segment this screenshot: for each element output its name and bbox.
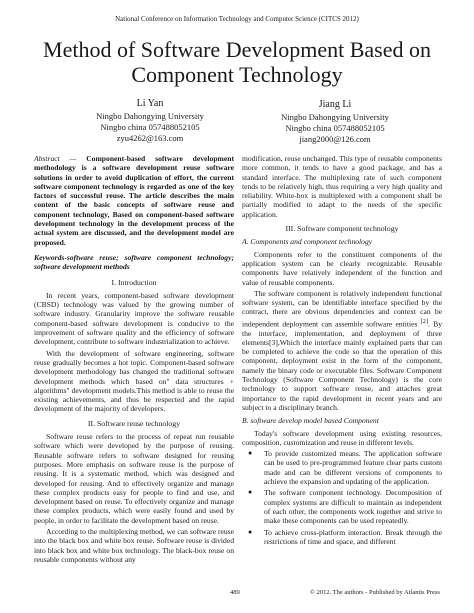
citation: [2]: [420, 317, 429, 325]
section-heading-software-reuse: II. Software reuse technology: [87, 418, 181, 428]
paragraph: Components refer to the constituent components of the application system can be clearly recognizable. Reusable components have relatively independent of the function and value of reusable components.: [242, 249, 442, 287]
section-heading-introduction: I. Introduction: [111, 277, 157, 287]
abstract-text: Component-based software development methodology is a software development reuse software solutions in order to avoid duplication of effort, the current software component technology is regarded as one of the key factors of successful reuse. The article describes the main content of the basic concepts of software reuse and component technology, Based on component-based software development technology in the development process of the actual system are discussed, and the development model are proposed.: [34, 154, 235, 247]
paper-title: Method of Software Development Based on Component Technology: [43, 37, 431, 87]
paragraph: Today's software development using existing resources, composition, customization and reuse in different levels.: [242, 428, 442, 447]
keywords: Keywords-software reuse; software component technology; software development methods: [34, 252, 234, 272]
paragraph: According to the multiplexing method, we can software reuse into the black box and white box reuse. Software reuse is divided into black box and white box technology. The black-box reuse on reusable components without any: [34, 526, 234, 564]
author-affiliation: Ningbo Dahongying University: [281, 112, 389, 122]
conference-header: National Conference on Information Technology and Computer Science (CITCS 2012): [115, 15, 359, 23]
list-item: ● To provide customized means. The application software can be used to pre-programmed feature clear parts custom made and can be different versions of components to achieve the expansion and updating of the application.: [264, 449, 442, 486]
paragraph-text: . By the interface, implementation, and deployment of three elements[3],Which the interface mainly explained parts that can be completed to achieve the code so that the operation of this component, deployment exist in the form of the component, namely the binary code or executable files. Software Component Technology (Software Component Technology) is the core technology to support software reuse, and attaches great importance to the rapid development in recent years and are subject to a disciplinary branch.: [242, 319, 442, 412]
page-number: 489: [230, 589, 240, 596]
author-block-2: [240, 99, 430, 145]
list-item: ● The software component technology. Decomposition of complex systems are difficult to maintain as independent of each other, the components work together and strive to make these components can be used repeatedly.: [264, 488, 442, 525]
right-column: [242, 154, 442, 548]
author-email: zyu4262@163.com: [116, 133, 184, 143]
bullet-list: [242, 449, 442, 546]
paragraph: With the development of software engineering, software reuse gradually becomes a hot topic. Component-based software development methodology has changed the traditional software development methods which based on" data structures + algorithms" development models.This method is able to reuse the existing achievements, and thus be respected and the rapid development of the majority of developers.: [34, 348, 234, 414]
copyright-notice: © 2012. The authors - Published by Atlantis Press: [310, 589, 440, 596]
paragraph: Software reuse refers to the process of repeat run reusable software which were developed by the purpose of reusing. Reusable software refers to software designed for reusing purposes. More emphasis on software reuse is the purpose of reusing. It is a systematic method, which was designed and developed for reusing. And to effectively organize and manage these complex products easy for people to find and use, and development based on reuse. To effectively organize and manage these complex products, which were easily found and used by people, in order to facilitate the development based on reuse.: [34, 432, 234, 525]
abstract-label: Abstract —: [34, 154, 77, 163]
subsection-heading-a: A. Components and component technology: [242, 237, 373, 247]
abstract: [34, 154, 234, 247]
section-heading-component-technology: III. Software component technology: [285, 224, 399, 234]
paragraph: In recent years, component-based software development (CBSD) technology was valued by the growing number of software industry. Granularity improve the software reusable component-based software development is conducive to the improvement of software quality and the efficiency of software development, contribute to software industrialization to achieve.: [34, 290, 234, 347]
author-affiliation: Ningbo Dahongying University: [96, 111, 204, 121]
author-name: Li Yan: [136, 98, 164, 109]
list-item: ● To achieve cross-platform interaction. Break through the restrictions of time and space, and different: [264, 528, 442, 547]
left-column: [34, 154, 234, 566]
paragraph: [242, 289, 442, 412]
paragraph: modification, reuse unchanged. This type of reusable components more common, it tends to have a good package, and has a standard interface. The multiplexing rate of such component tends to be relatively high, thus requiring a very high quality and reliability. White-box is multiplexed with a component shall be partially modified to adapt to the needs of the specific application.: [242, 154, 442, 219]
subsection-heading-b: B. software develop model based Component: [242, 416, 379, 426]
author-address: Ningbo china 057488052105: [100, 122, 200, 132]
author-block-1: [60, 98, 240, 144]
author-email: jiang2000@126.com: [299, 134, 371, 144]
paragraph-text: The software component is relatively independent functional software system, can be identifiable interface specified by the contract, there are obvious dependencies and context can be independent deployment can assemble software entities: [242, 288, 442, 329]
author-name: Jiang Li: [318, 99, 352, 110]
author-address: Ningbo china 057488052105: [285, 123, 385, 133]
